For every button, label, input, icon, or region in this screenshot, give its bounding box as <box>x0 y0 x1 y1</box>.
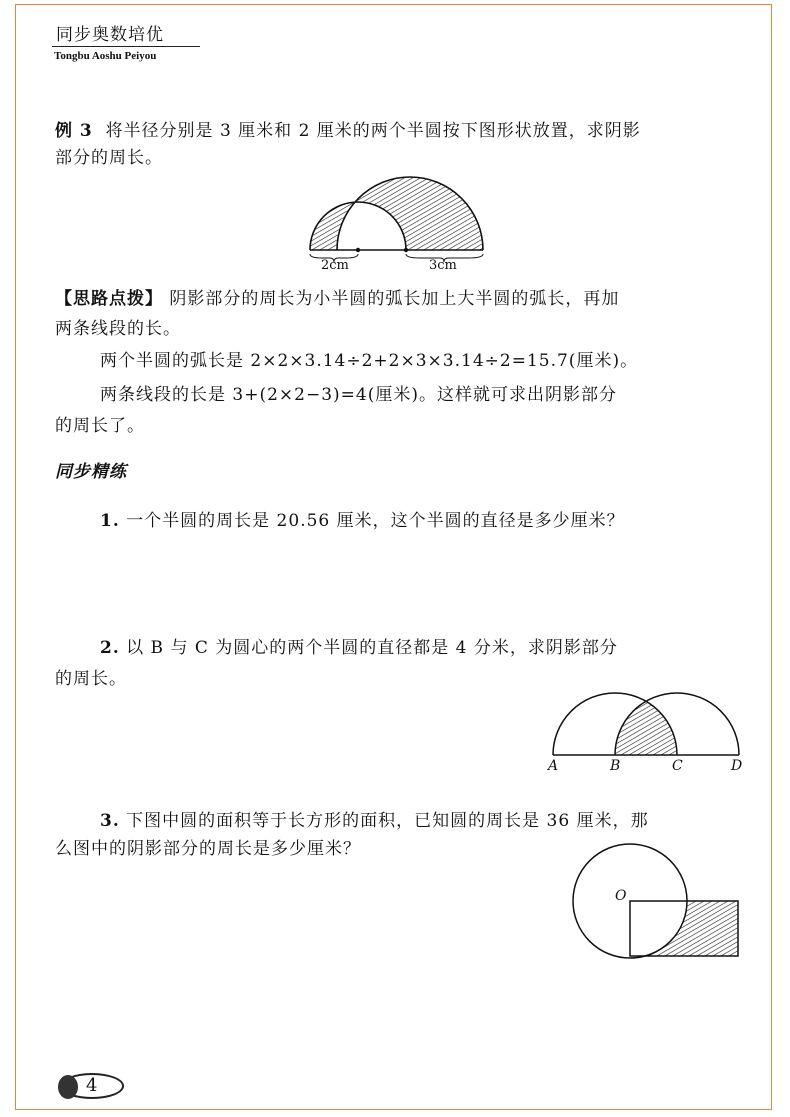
header-title: 同步奥数培优 <box>56 25 164 45</box>
example-label: 例 3 <box>55 121 93 141</box>
q2-text: 以 B 与 C 为圆心的两个半圆的直径都是 4 分米，求阴影部分 <box>126 638 618 658</box>
q3-number: 3. <box>100 811 120 831</box>
hint-line3: 两个半圆的弧长是 2×2×3.14÷2+2×3×3.14÷2=15.7(厘米)。 <box>100 351 639 371</box>
hint-line5: 的周长了。 <box>55 416 145 436</box>
q1-text: 一个半圆的周长是 20.56 厘米，这个半圆的直径是多少厘米？ <box>126 511 625 531</box>
hint-line4: 两条线段的长是 3+(2×2−3)=4(厘米)。这样就可求出阴影部分 <box>100 385 617 405</box>
q3-text: 下图中圆的面积等于长方形的面积，已知圆的周长是 36 厘米，那 <box>126 811 649 831</box>
page-number-decoration <box>58 1075 78 1099</box>
q2-line2: 的周长。 <box>55 669 127 689</box>
example-figure <box>310 177 483 262</box>
example-line2: 部分的周长。 <box>55 148 163 168</box>
hint-line2: 两条线段的长。 <box>55 319 181 339</box>
point-a: A <box>548 758 560 774</box>
question3-figure <box>573 844 738 958</box>
point-o: O <box>615 888 628 904</box>
question-1 <box>100 506 625 531</box>
question2-figure <box>553 693 739 755</box>
point-c: C <box>672 758 684 774</box>
label-3cm: 3cm <box>429 258 457 273</box>
practice-title: 同步精练 <box>55 462 127 482</box>
hint-label: 【思路点拨】 <box>55 289 163 309</box>
q2-number: 2. <box>100 638 120 658</box>
label-2cm: 2cm <box>321 258 349 273</box>
point-d: D <box>731 758 744 774</box>
question-2 <box>100 633 618 658</box>
q1-number: 1. <box>100 511 120 531</box>
q3-line2: 么图中的阴影部分的周长是多少厘米？ <box>55 839 361 859</box>
point-b: B <box>610 758 622 774</box>
header-subtitle: Tongbu Aoshu Peiyou <box>54 50 157 62</box>
hint-text: 阴影部分的周长为小半圆的弧长加上大半圆的弧长，再加 <box>169 289 620 309</box>
page-number: 4 <box>86 1075 98 1096</box>
example-line1: 将半径分别是 3 厘米和 2 厘米的两个半圆按下图形状放置，求阴影 <box>105 121 641 141</box>
hint-line1 <box>55 284 619 309</box>
question-3 <box>100 806 649 831</box>
